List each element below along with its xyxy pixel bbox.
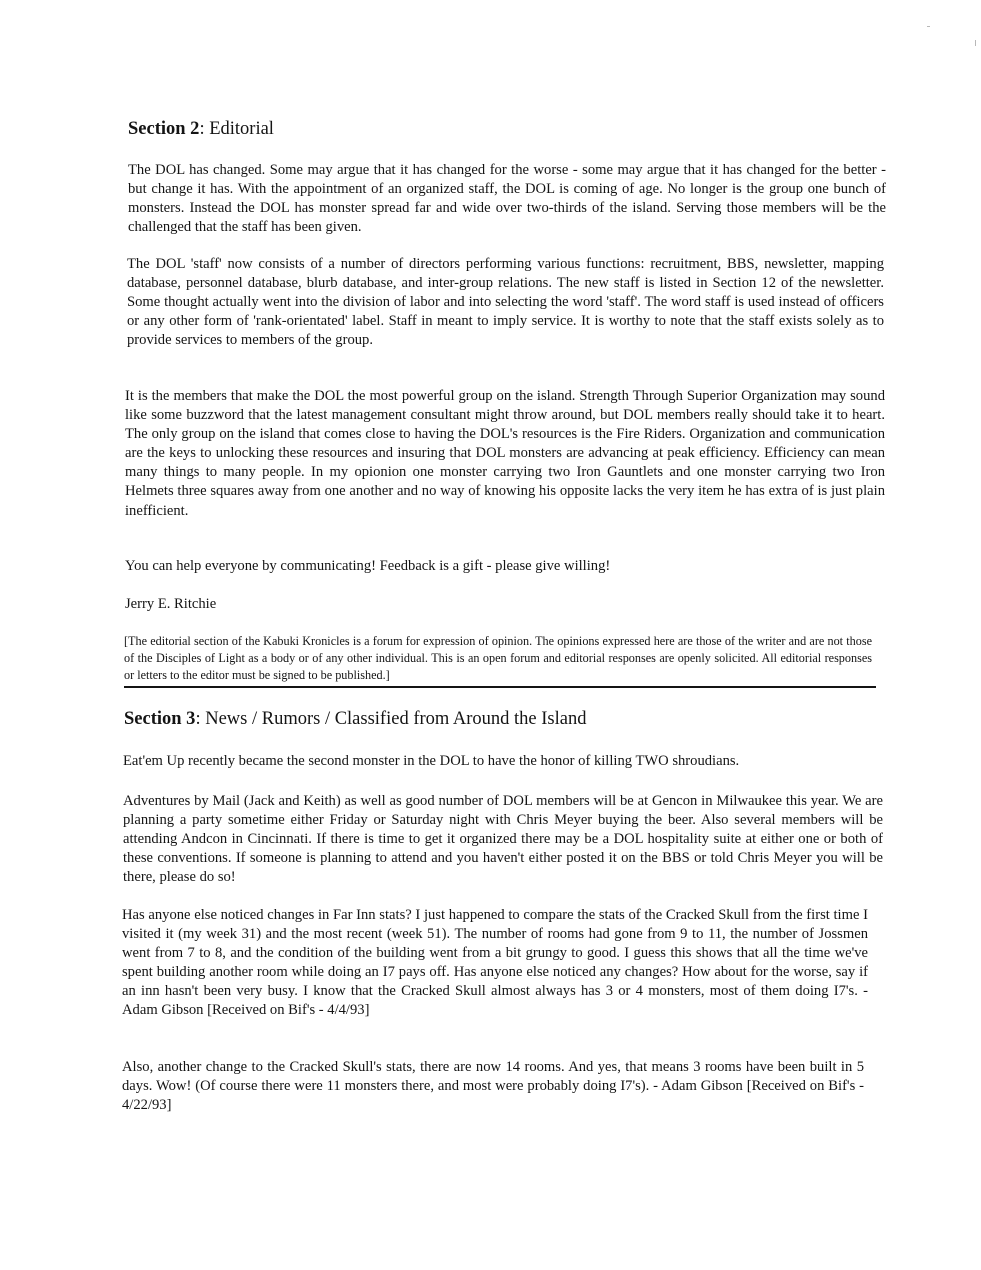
section-2-title: : Editorial [199,119,274,139]
editorial-paragraph-4: You can help everyone by communicating! Feedback is a gift - please give willing! [125,558,611,574]
editorial-author: Jerry E. Ritchie [125,596,217,612]
editorial-paragraph-3: It is the members that make the DOL the most powerful group on the island. Strength Through Superior Organization may sound like some buzzword that the latest management consultant might throw around, but DOL members really should take it to heart. The only group on the island that comes close to having the DOL's resources is the Fire Riders. Organization and communication are the keys to unlocking these resources and insuring that DOL monsters are advancing at peak efficiency. Efficiency can mean many things to many people. In my opionion one monster carrying two Iron Gauntlets and one monster carrying two Iron Helmets three squares away from one another and no way of knowing his opposite lacks the very item he has extra of is just plain inefficient. [125,388,885,519]
scan-speck [975,40,976,46]
news-paragraph-3: Has anyone else noticed changes in Far Inn stats? I just happened to compare the stats of the Cracked Skull from the first time I visited it (my week 31) and the most recent (week 51). The number of rooms had gone from 9 to 11, the number of Jossmen went from 7 to 8, and the condition of the building went from a bit grungy to good. I guess this shows that all the time we've spent building another room while doing an I7 pays off. Has anyone else noticed any changes? How about for the worse, say if an inn hasn't been very busy. I know that the Cracked Skull almost always has 3 or 4 monsters, most of them doing I7's. - Adam Gibson [Received on Bif's - 4/4/93] [122,907,868,1019]
section-2-heading [128,118,274,140]
editorial-paragraph-2: The DOL 'staff' now consists of a number of directors performing various functions: recruitment, BBS, newsletter, mapping database, personnel database, blurb database, and inter-group relations. The new staff is listed in Section 12 of the newsletter. Some thought actually went into the division of labor and into selecting the word 'staff'. The word staff is used instead of officers or any other form of 'rank-orientated' label. Staff in meant to imply service. It is worthy to note that the staff exists solely as to provide services to members of the group. [127,256,884,349]
scan-speck [927,26,930,27]
section-2-label: Section 2 [128,119,200,139]
section-3-label: Section 3 [124,709,196,729]
section-3-title: : News / Rumors / Classified from Around the Island [195,709,587,729]
news-paragraph-4: Also, another change to the Cracked Skull's stats, there are now 14 rooms. And yes, that means 3 rooms have been built in 5 days. Wow! (Of course there were 11 monsters there, and most were probably doing I7's). - Adam Gibson [Received on Bif's - 4/22/93] [122,1059,864,1114]
section-divider [124,686,876,688]
editorial-paragraph-1: The DOL has changed. Some may argue that it has changed for the worse - some may argue that it has changed for the better - but change it has. With the appointment of an organized staff, the DOL is coming of age. No longer is the group one bunch of monsters. Instead the DOL has monster spread far and wide over two-thirds of the island. Serving those members will be the challenged that the staff has been given. [128,162,886,236]
editorial-disclaimer: [The editorial section of the Kabuki Kronicles is a forum for expression of opinion. The opinions expressed here are those of the writer and are not those of the Disciples of Light as a body or of any other individual. This is an open forum and editorial responses are openly solicited. All editorial responses or letters to the editor must be signed to be published.] [124,634,872,682]
section-3-heading [124,708,586,730]
news-paragraph-2: Adventures by Mail (Jack and Keith) as well as good number of DOL members will be at Gencon in Milwaukee this year. We are planning a party sometime either Friday or Saturday night with Chris Meyer buying the beer. Also several members will be attending Andcon in Cincinnati. If there is time to get it organized there may be a DOL hospitality suite at either one or both of these conventions. If someone is planning to attend and you haven't either posted it on the BBS or told Chris Meyer you will be there, please do so! [123,793,883,886]
news-paragraph-1: Eat'em Up recently became the second monster in the DOL to have the honor of killing TWO shroudians. [123,753,740,769]
